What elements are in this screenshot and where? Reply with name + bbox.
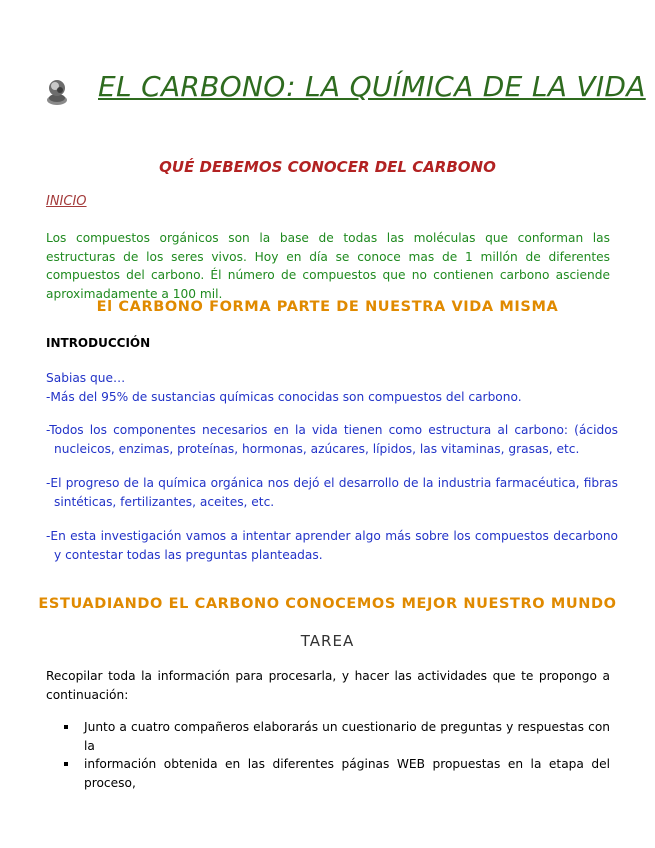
tarea-heading: TAREA — [300, 632, 355, 650]
page-title: EL CARBONO: LA QUÍMICA DE LA VIDA — [98, 70, 646, 103]
list-item — [64, 755, 610, 792]
bullet-text: información obtenida en las diferentes páginas WEB propuestas en la etapa del proceso, — [84, 757, 610, 790]
bullet-icon — [64, 762, 68, 766]
sabias-que-line: Sabias que… — [46, 371, 126, 385]
carbon-logo-icon — [44, 76, 70, 106]
page-subtitle: QUÉ DEBEMOS CONOCER DEL CARBONO — [159, 158, 496, 176]
fact-paragraph: -Todos los componentes necesarios en la vida tienen como estructura al carbono: (ácidos nucleicos, enzimas, proteínas, hormonas, azúcares, lípidos, las vitaminas, grasas, etc. — [46, 423, 618, 456]
fact-paragraph: -En esta investigación vamos a intentar aprender algo más sobre los compuestos decarbono y contestar todas las preguntas planteadas. — [46, 529, 618, 562]
fact-paragraph: -El progreso de la química orgánica nos dejó el desarrollo de la industria farmacéutica, fibras sintéticas, fertilizantes, aceites, etc. — [46, 476, 618, 509]
fact-line: -Más del 95% de sustancias químicas conocidas son compuestos del carbono. — [46, 389, 522, 404]
bullet-text: Junto a cuatro compañeros elaborarás un cuestionario de preguntas y respuestas con la — [84, 720, 610, 753]
section-heading-vida: El CARBONO FORMA PARTE DE NUESTRA VIDA MISMA — [96, 299, 559, 315]
introduccion-label: INTRODUCCIÓN — [46, 336, 151, 350]
list-item — [64, 718, 610, 755]
intro-paragraph: Los compuestos orgánicos son la base de todas las moléculas que conforman las estructuras de los seres vivos. Hoy en día se conoce mas de 1 millón de diferentes compuestos del carbono. Él número de compuestos que no contienen carbono asciende aproximadamente a 100 mil. — [46, 231, 610, 301]
inicio-link[interactable]: INICIO — [46, 194, 87, 209]
title-row — [40, 70, 646, 114]
bullet-icon — [64, 725, 68, 729]
blue-paragraph — [46, 369, 610, 406]
task-paragraph: Recopilar toda la información para procesarla, y hacer las actividades que te propongo a continuación: — [46, 669, 610, 702]
task-bullet-list — [64, 718, 610, 792]
section-heading-mundo: ESTUADIANDO EL CARBONO CONOCEMOS MEJOR NUESTRO MUNDO — [38, 596, 617, 612]
